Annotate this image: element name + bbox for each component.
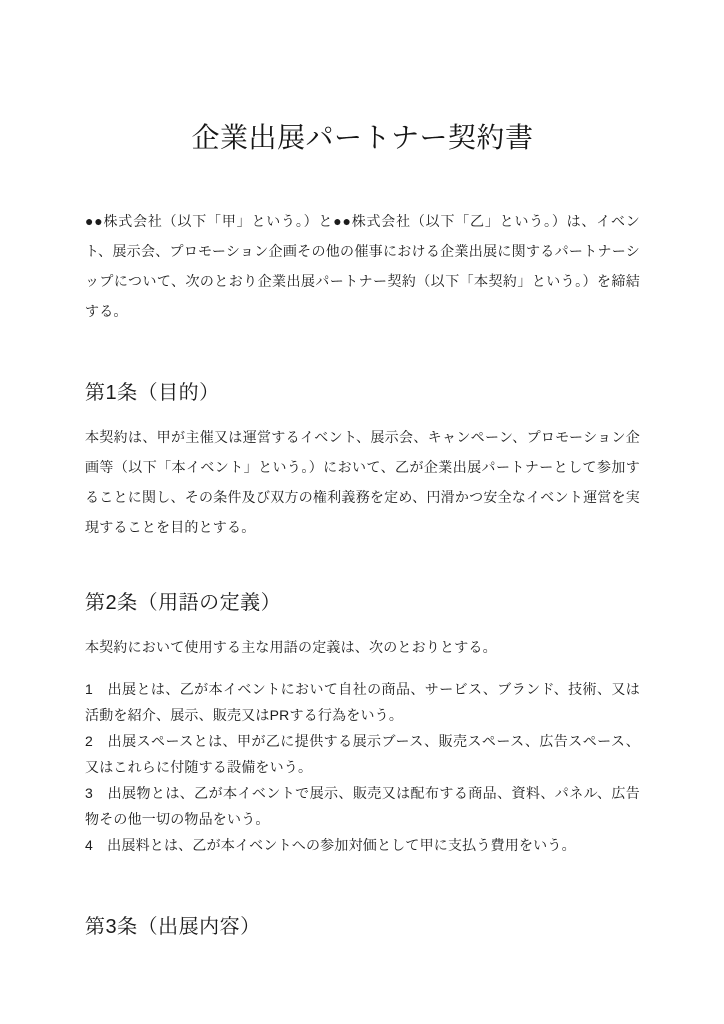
document-title: 企業出展パートナー契約書 xyxy=(191,122,534,153)
section-3-heading: 第3条（出展内容） xyxy=(85,916,261,938)
section-2-heading: 第2条（用語の定義） xyxy=(85,592,282,614)
definition-item-4: 4 出展料とは、乙が本イベントへの参加対価として甲に支払う費用をいう。 xyxy=(85,837,576,853)
definitions-list xyxy=(85,676,640,858)
definition-item-1: 1 出展とは、乙が本イベントにおいて自社の商品、サービス、ブランド、技術、又は活動を紹介、展示、販売又はPRする行為をいう。 xyxy=(85,681,640,723)
section-2-paragraph: 本契約において使用する主な用語の定義は、次のとおりとする。 xyxy=(85,639,497,655)
preamble-paragraph: ●●株式会社（以下「甲」という。）と●●株式会社（以下「乙」という。）は、イベント、展示会、プロモーション企画その他の催事における企業出展に関するパートナーシップについて、次のとおり企業出展パートナー契約（以下「本契約」という。）を締結する。 xyxy=(85,213,640,319)
definition-item-2: 2 出展スペースとは、甲が乙に提供する展示ブース、販売スペース、広告スペース、又はこれらに付随する設備をいう。 xyxy=(85,733,640,775)
section-1-paragraph: 本契約は、甲が主催又は運営するイベント、展示会、キャンペーン、プロモーション企画等（以下「本イベント」という。）において、乙が企業出展パートナーとして参加することに関し、その条件及び双方の権利義務を定め、円滑かつ安全なイベント運営を実現することを目的とする。 xyxy=(85,429,640,535)
section-1-heading: 第1条（目的） xyxy=(85,382,220,404)
definition-item-3: 3 出展物とは、乙が本イベントで展示、販売又は配布する商品、資料、パネル、広告物その他一切の物品をいう。 xyxy=(85,785,640,827)
